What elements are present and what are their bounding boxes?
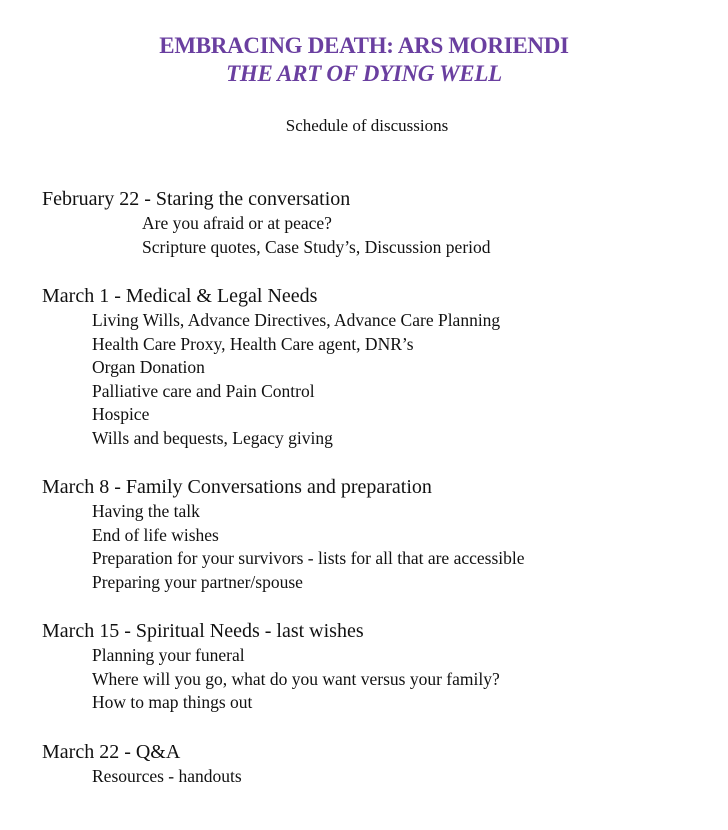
- session-topic: Scripture quotes, Case Study’s, Discussion period: [142, 236, 491, 257]
- session-topic: Wills and bequests, Legacy giving: [92, 427, 333, 448]
- session-topic: Where will you go, what do you want versus your family?: [92, 668, 500, 689]
- session-march-8: [42, 474, 702, 594]
- schedule-subtitle: Schedule of discussions: [285, 116, 449, 135]
- document-title: [0, 32, 728, 88]
- session-february-22: [42, 186, 702, 259]
- session-topic: Organ Donation: [92, 357, 205, 377]
- title-subheading: THE ART OF DYING WELL: [226, 61, 502, 86]
- section-spacer: [42, 450, 702, 474]
- session-topic: How to map things out: [92, 692, 253, 712]
- session-topic: Are you afraid or at peace?: [142, 213, 332, 233]
- section-spacer: [42, 259, 702, 283]
- session-topic: Health Care Proxy, Health Care agent, DNR’s: [92, 333, 414, 354]
- session-march-15: [42, 618, 702, 715]
- session-march-1: [42, 283, 702, 450]
- title-main: EMBRACING DEATH: ARS MORIENDI: [159, 33, 569, 58]
- session-header: March 22 - Q&A: [42, 740, 181, 763]
- section-spacer: [42, 594, 702, 618]
- session-topic: Preparing your partner/spouse: [92, 571, 303, 592]
- session-topic: Hospice: [92, 404, 150, 424]
- session-topic: Palliative care and Pain Control: [92, 380, 315, 401]
- session-header: March 1 - Medical & Legal Needs: [42, 285, 318, 307]
- schedule-list: [42, 186, 702, 788]
- session-header: March 8 - Family Conversations and preparation: [42, 476, 432, 498]
- session-topic: End of life wishes: [92, 524, 219, 545]
- session-topic: Preparation for your survivors - lists for all that are accessible: [92, 548, 525, 568]
- session-topic: Having the talk: [92, 501, 200, 521]
- session-topic: Living Wills, Advance Directives, Advance Care Planning: [92, 310, 501, 330]
- session-header: February 22 - Staring the conversation: [42, 188, 351, 210]
- session-march-22: [42, 739, 702, 789]
- session-topic: Planning your funeral: [92, 645, 245, 665]
- session-header: March 15 - Spiritual Needs - last wishes: [42, 620, 364, 642]
- session-topic: Resources - handouts: [92, 765, 242, 786]
- section-spacer: [42, 715, 702, 739]
